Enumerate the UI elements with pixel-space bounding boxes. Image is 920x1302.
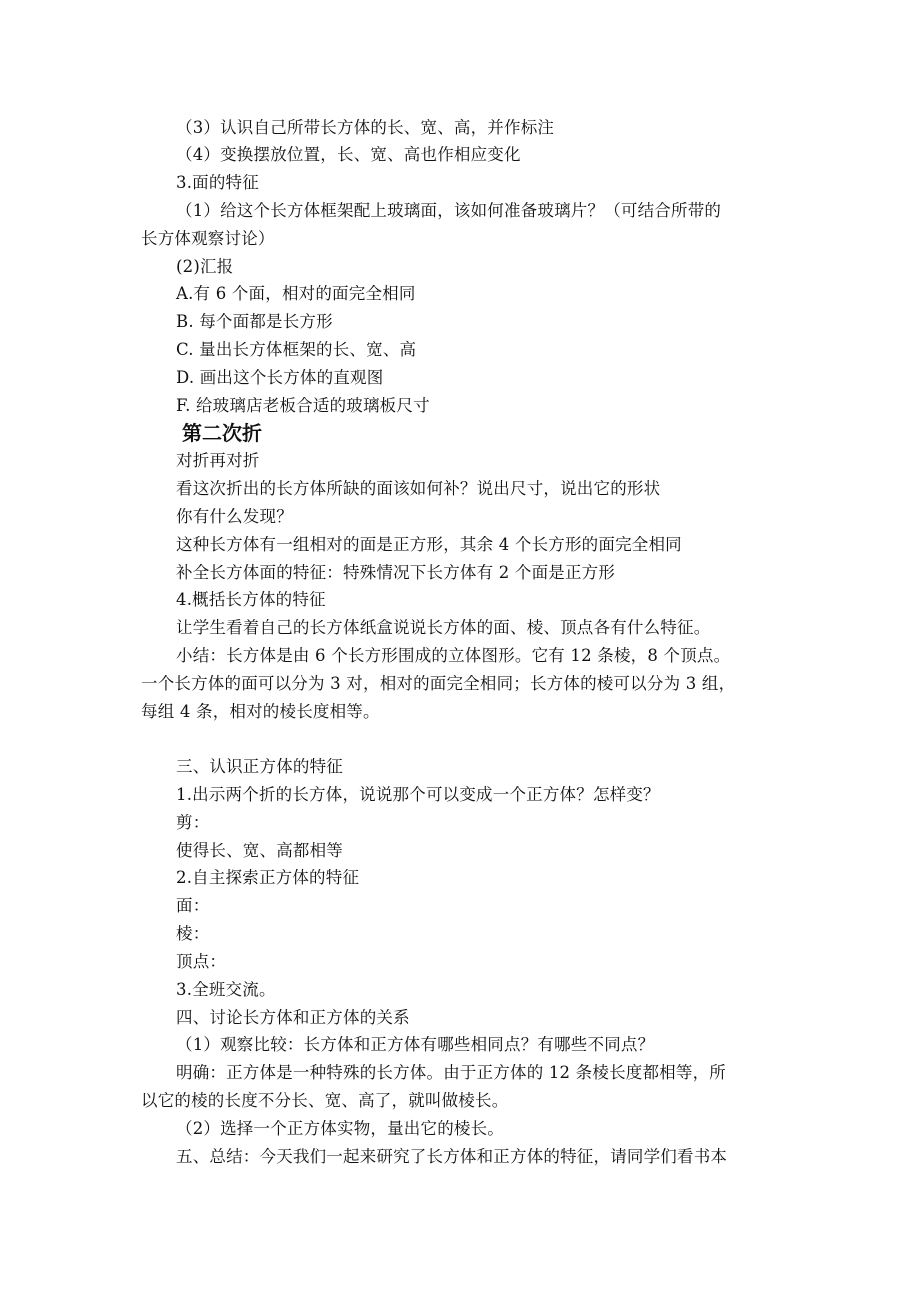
text-line: 这种长方体有一组相对的面是正方形，其余 4 个长方形的面完全相同 [176,535,682,554]
text-line: D. 画出这个长方体的直观图 [176,368,384,387]
text-line: 你有什么发现？ [176,507,293,526]
text-line: A.有 6 个面，相对的面完全相同 [176,284,416,303]
text-line: （1）给这个长方体框架配上玻璃面，该如何准备玻璃片？（可结合所带的 [176,201,722,220]
text-line: F. 给玻璃店老板合适的玻璃板尺寸 [176,396,430,415]
text-line: 每组 4 条，相对的棱长度相等。 [141,702,380,721]
text-line: 对折再对折 [176,451,260,470]
text-line: (2)汇报 [176,257,234,276]
text-line: 明确：正方体是一种特殊的长方体。由于正方体的 12 条棱长度都相等，所 [176,1063,726,1082]
text-line: 五、总结：今天我们一起来研究了长方体和正方体的特征，请同学们看书本 [176,1147,728,1166]
text-line: 顶点： [176,952,227,971]
section-heading: 第二次折 [182,421,262,445]
text-line: C. 量出长方体框架的长、宽、高 [176,340,417,359]
text-line: 面： [176,896,210,915]
text-line: 3.面的特征 [176,173,259,192]
text-line: （1）观察比较：长方体和正方体有哪些相同点？有哪些不同点？ [176,1035,655,1054]
text-line: 1.出示两个折的长方体，说说那个可以变成一个正方体？怎样变？ [176,785,660,804]
text-line: 一个长方体的面可以分为 3 对，相对的面完全相同；长方体的棱可以分为 3 组， [141,674,736,693]
text-line: 剪： [176,813,210,832]
text-line: 看这次折出的长方体所缺的面该如何补？说出尺寸，说出它的形状 [176,479,661,498]
text-line: 长方体观察讨论） [141,229,275,248]
text-line: 2.自主探索正方体的特征 [176,868,360,887]
text-line: 4.概括长方体的特征 [176,590,326,609]
text-line: 让学生看着自己的长方体纸盒说说长方体的面、棱、顶点各有什么特征。 [176,618,711,637]
text-line: 以它的棱的长度不分长、宽、高了，就叫做棱长。 [141,1091,509,1110]
text-line: 补全长方体面的特征：特殊情况下长方体有 2 个面是正方形 [176,563,616,582]
text-line: 使得长、宽、高都相等 [176,841,343,860]
text-line: 四、讨论长方体和正方体的关系 [176,1008,410,1027]
text-line: （4）变换摆放位置，长、宽、高也作相应变化 [176,145,521,164]
text-line: 三、认识正方体的特征 [176,757,343,776]
text-line: 小结：长方体是由 6 个长方形围成的立体图形。它有 12 条棱，8 个顶点。 [176,646,731,665]
text-line: 棱： [176,924,210,943]
text-line: （2）选择一个正方体实物，量出它的棱长。 [176,1119,504,1138]
text-line: 3.全班交流。 [176,980,276,999]
text-line: （3）认识自己所带长方体的长、宽、高，并作标注 [176,118,555,137]
text-line: B. 每个面都是长方形 [176,312,333,331]
